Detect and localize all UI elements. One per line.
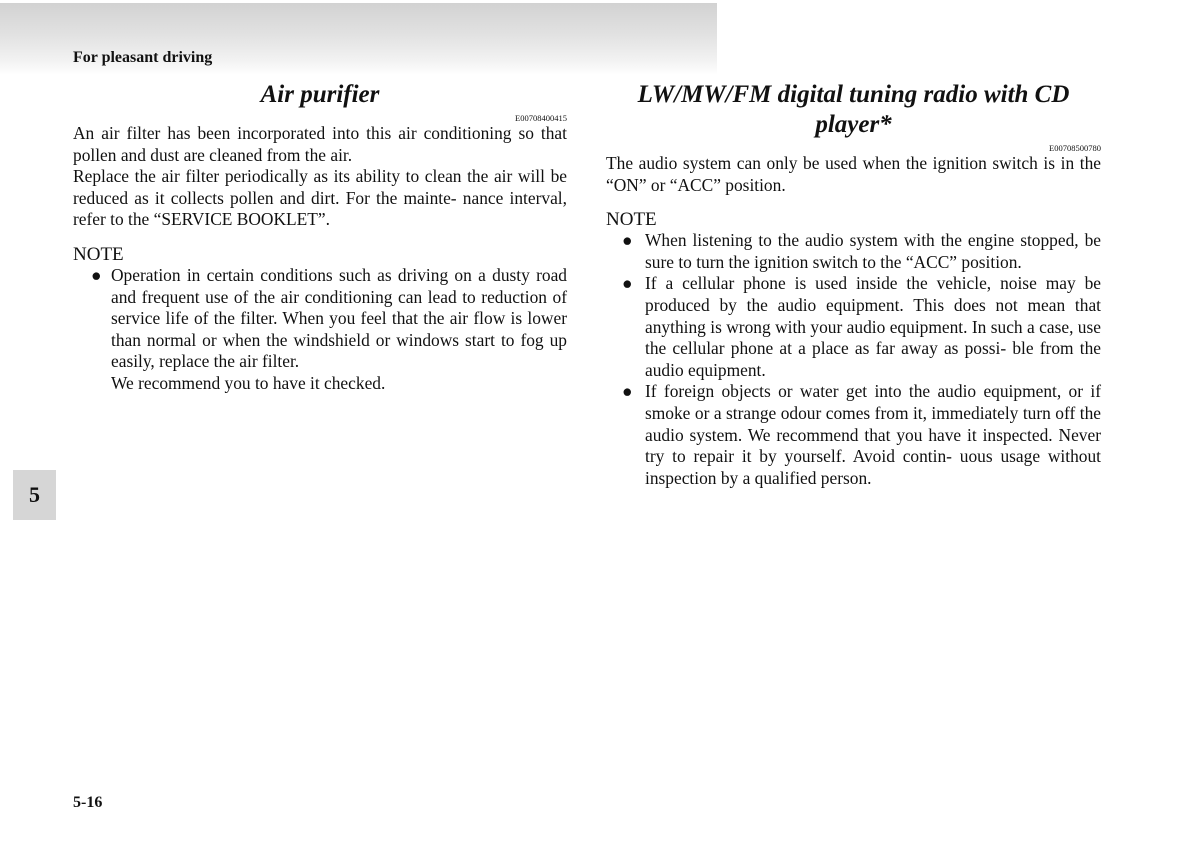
section-code: E00708500780 (1049, 143, 1101, 153)
body-paragraph: The audio system can only be used when the ignition switch is in the “ON” or “ACC” position. (606, 153, 1101, 195)
note-bullet (606, 273, 1101, 381)
left-column (73, 80, 567, 395)
bullet-text: We recommend you to have it checked. (111, 372, 386, 393)
bullet-icon: ● (622, 381, 633, 402)
note-bullet (73, 265, 567, 373)
radio-title: LW/MW/FM digital tuning radio with CD player* (637, 81, 1070, 138)
note-bullet (606, 381, 1101, 489)
chapter-number: 5 (29, 482, 40, 507)
air-purifier-title: Air purifier (260, 81, 380, 108)
bullet-icon: ● (622, 273, 633, 294)
bullet-icon: ● (91, 264, 102, 285)
bullet-icon: ● (622, 230, 633, 251)
section-code: E00708400415 (515, 113, 567, 123)
bullet-text: Operation in certain conditions such as driving on a dusty road and frequent use of the air conditioning can lead to reduction of service life of the filter. When you feel that the air flow is lower than normal or when the windshield or windows start to fog up easily, replace the air filter. (111, 264, 567, 372)
note-bullet (606, 230, 1101, 273)
bullet-text: If foreign objects or water get into the audio equipment, or if smoke or a strange odour comes from it, immediately turn off the audio system. We recommend that you have it inspected. Never try to repair it by yourself. Avoid contin- uous usage without inspection by a qualified person. (645, 381, 1101, 488)
page-number: 5-16 (73, 794, 103, 811)
section-label: For pleasant driving (73, 49, 213, 66)
note-bullet-followup (73, 373, 567, 395)
note-heading: NOTE (73, 243, 124, 265)
bullet-text: If a cellular phone is used inside the vehicle, noise may be produced by the audio equipment. This does not mean that anything is wrong with your audio equipment. In such a case, use the cellular phone at a place as far away as possi- ble from the audio equipment. (645, 273, 1101, 380)
right-column (606, 80, 1101, 489)
bullet-text: When listening to the audio system with the engine stopped, be sure to turn the ignition switch to the “ACC” position. (645, 230, 1101, 272)
chapter-tab (13, 470, 56, 520)
body-paragraph: An air filter has been incorporated into this air conditioning so that pollen and dust are cleaned from the air. (73, 123, 567, 165)
note-heading: NOTE (606, 209, 657, 231)
body-paragraph: Replace the air filter periodically as its ability to clean the air will be reduced as it collects pollen and dirt. For the mainte- nance interval, refer to the “SERVICE BOOKLET”. (73, 166, 567, 230)
